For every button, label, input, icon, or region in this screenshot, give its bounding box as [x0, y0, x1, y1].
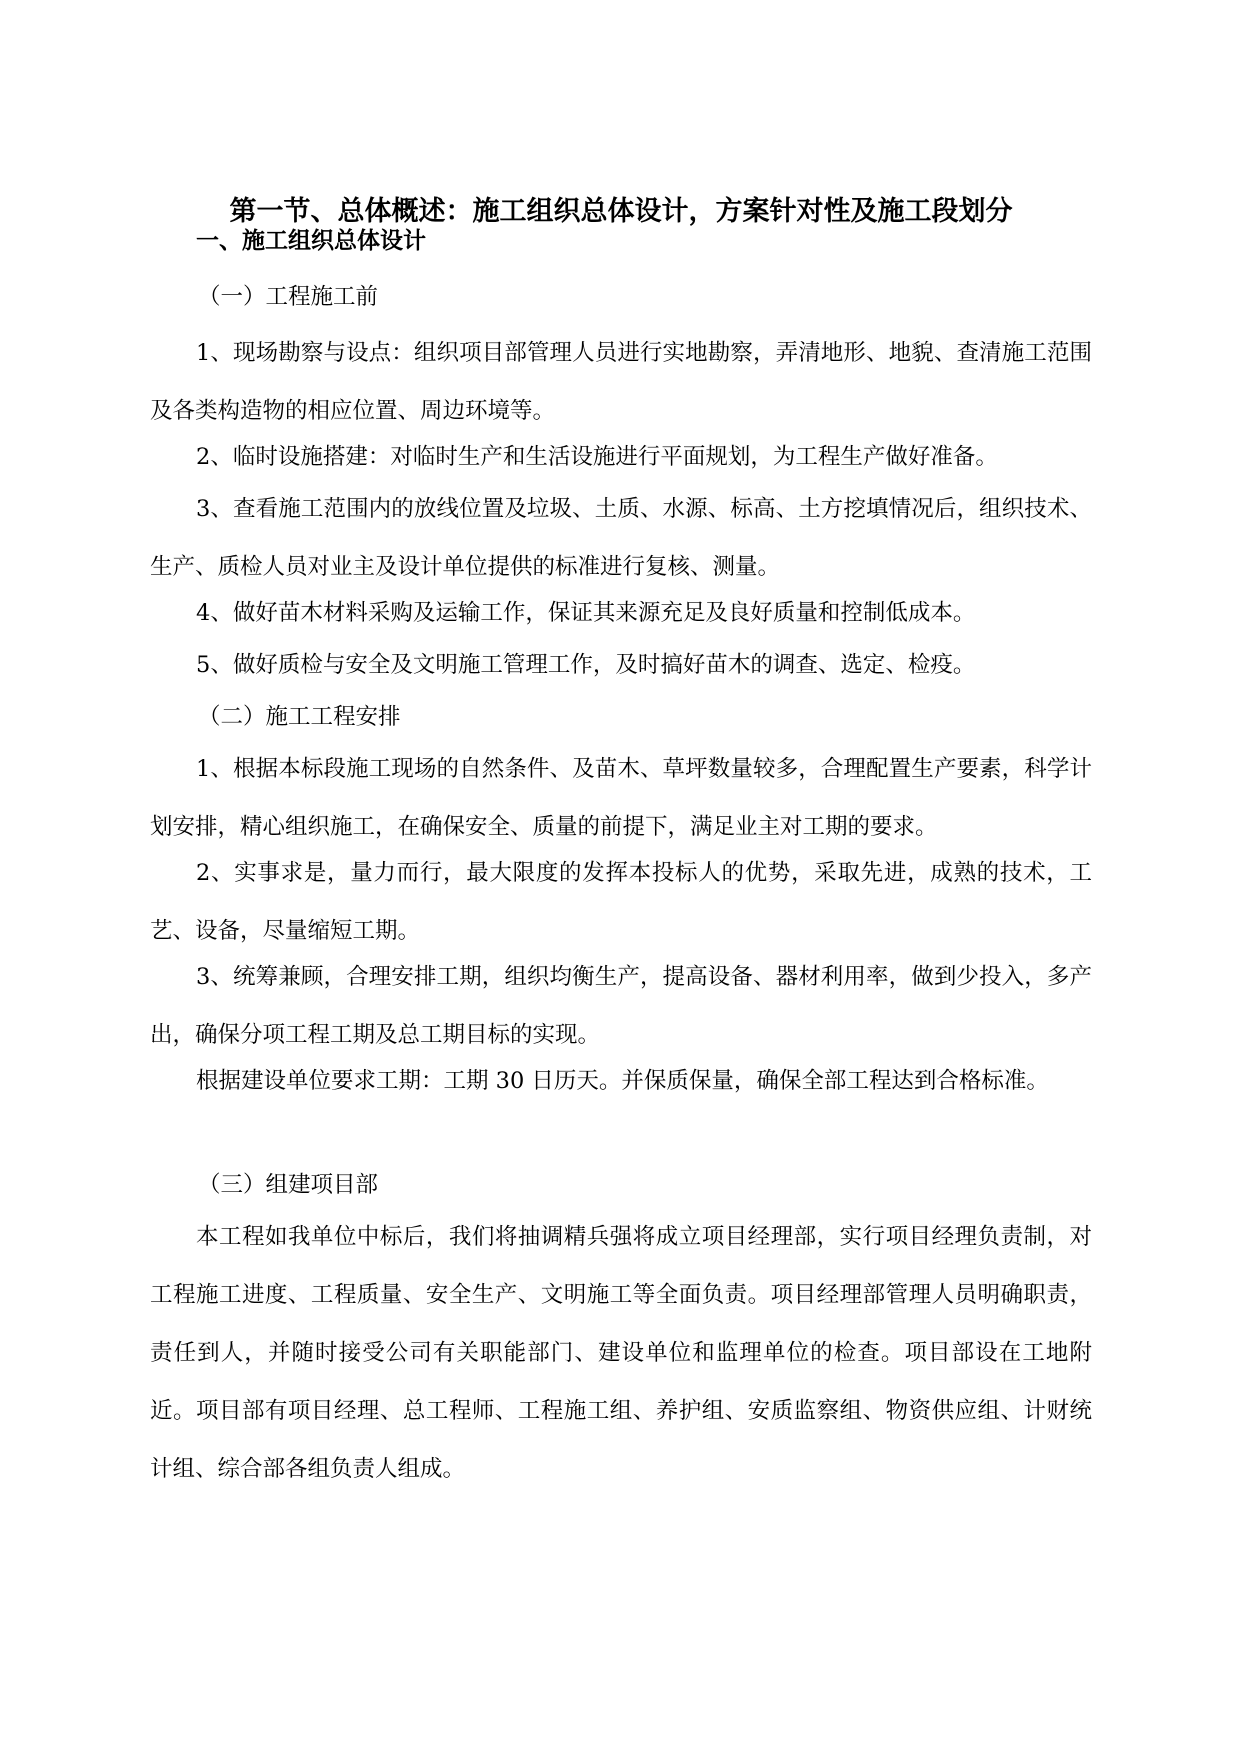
paragraph-2-2: 2、实事求是，量力而行，最大限度的发挥本投标人的优势，采取先进，成熟的技术，工艺、设备，尽量缩短工期。 [150, 860, 1092, 944]
paragraph-1-2: 2、临时设施搭建：对临时生产和生活设施进行平面规划，为工程生产做好准备。 [196, 444, 998, 470]
subsection-heading-1: （一）工程施工前 [198, 284, 379, 310]
paragraph-1-4: 4、做好苗木材料采购及运输工作，保证其来源充足及良好质量和控制低成本。 [196, 600, 976, 626]
page-title: 第一节、总体概述：施工组织总体设计，方案针对性及施工段划分 [229, 196, 1013, 227]
section-heading-1: 一、施工组织总体设计 [196, 227, 426, 254]
paragraph-2-3: 3、统筹兼顾，合理安排工期，组织均衡生产，提高设备、器材利用率，做到少投入，多产出，确保分项工程工期及总工期目标的实现。 [150, 964, 1092, 1048]
paragraph-1-1: 1、现场勘察与设点：组织项目部管理人员进行实地勘察，弄清地形、地貌、查清施工范围及各类构造物的相应位置、周边环境等。 [150, 340, 1092, 424]
paragraph-1-5: 5、做好质检与安全及文明施工管理工作，及时搞好苗木的调查、选定、检疫。 [196, 652, 976, 678]
paragraph-1-3: 3、查看施工范围内的放线位置及垃圾、土质、水源、标高、土方挖填情况后，组织技术、生产、质检人员对业主及设计单位提供的标准进行复核、测量。 [150, 496, 1092, 580]
paragraph-2-1: 1、根据本标段施工现场的自然条件、及苗木、草坪数量较多，合理配置生产要素，科学计划安排，精心组织施工，在确保安全、质量的前提下，满足业主对工期的要求。 [150, 756, 1092, 840]
subsection-heading-2: （二）施工工程安排 [198, 704, 401, 730]
paragraph-2-schedule: 根据建设单位要求工期：工期 30 日历天。并保质保量，确保全部工程达到合格标准。 [196, 1068, 1049, 1094]
subsection-heading-3: （三）组建项目部 [198, 1172, 379, 1198]
paragraph-3-1: 本工程如我单位中标后，我们将抽调精兵强将成立项目经理部，实行项目经理负责制，对工程施工进度、工程质量、安全生产、文明施工等全面负责。项目经理部管理人员明确职责，责任到人，并随时接受公司有关职能部门、建设单位和监理单位的检查。项目部设在工地附近。项目部有项目经理、总工程师、工程施工组、养护组、安质监察组、物资供应组、计财统计组、综合部各组负责人组成。 [150, 1224, 1092, 1482]
